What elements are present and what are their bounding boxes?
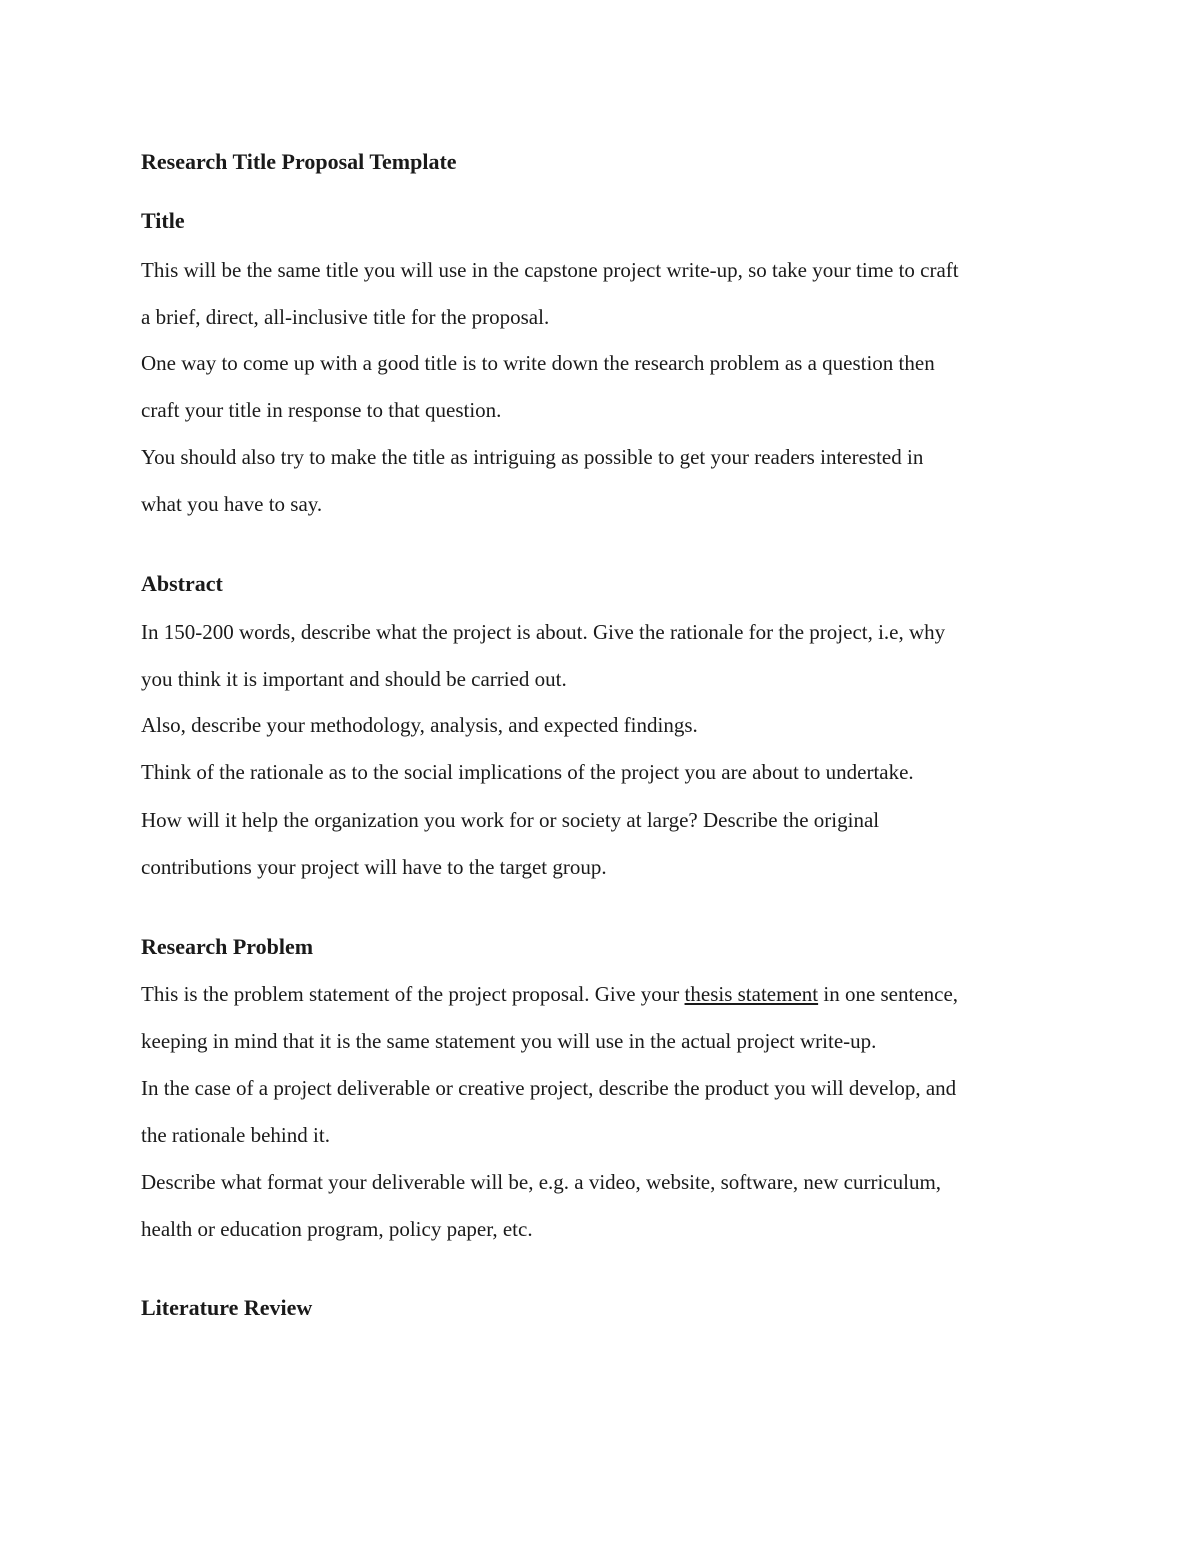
section-heading-research-problem: Research Problem bbox=[141, 934, 314, 959]
paragraph-line: contributions your project will have to the target group. bbox=[141, 855, 607, 879]
text-segment: in one sentence, bbox=[818, 982, 959, 1006]
paragraph-line: How will it help the organization you work for or society at large? Describe the original bbox=[141, 808, 880, 832]
section-heading-abstract: Abstract bbox=[141, 571, 223, 596]
text-segment: This is the problem statement of the project proposal. Give your bbox=[141, 982, 685, 1006]
paragraph-line: a brief, direct, all-inclusive title for the proposal. bbox=[141, 305, 550, 329]
section-heading-title: Title bbox=[141, 208, 185, 233]
section-heading-literature-review: Literature Review bbox=[141, 1295, 313, 1320]
document-title: Research Title Proposal Template bbox=[141, 149, 457, 174]
paragraph-line: health or education program, policy paper, etc. bbox=[141, 1217, 533, 1241]
paragraph-line: One way to come up with a good title is to write down the research problem as a question then bbox=[141, 351, 935, 375]
paragraph-line: In the case of a project deliverable or creative project, describe the product you will develop, and bbox=[141, 1076, 957, 1100]
paragraph-line: craft your title in response to that question. bbox=[141, 398, 502, 422]
paragraph-line: Also, describe your methodology, analysis, and expected findings. bbox=[141, 713, 698, 737]
paragraph-line: This will be the same title you will use in the capstone project write-up, so take your time to craft bbox=[141, 258, 959, 282]
paragraph-line bbox=[141, 980, 958, 1008]
paragraph-line: keeping in mind that it is the same statement you will use in the actual project write-up. bbox=[141, 1029, 877, 1053]
paragraph-line: In 150-200 words, describe what the project is about. Give the rationale for the project, i.e, why bbox=[141, 620, 946, 644]
paragraph-line: what you have to say. bbox=[141, 492, 323, 516]
paragraph-line: Describe what format your deliverable will be, e.g. a video, website, software, new curriculum, bbox=[141, 1170, 942, 1194]
thesis-statement-link[interactable]: thesis statement bbox=[684, 982, 819, 1006]
paragraph-line: You should also try to make the title as intriguing as possible to get your readers interested in bbox=[141, 445, 924, 469]
paragraph-line: you think it is important and should be carried out. bbox=[141, 667, 567, 691]
paragraph-line: Think of the rationale as to the social implications of the project you are about to undertake. bbox=[141, 760, 914, 784]
paragraph-line: the rationale behind it. bbox=[141, 1123, 330, 1147]
